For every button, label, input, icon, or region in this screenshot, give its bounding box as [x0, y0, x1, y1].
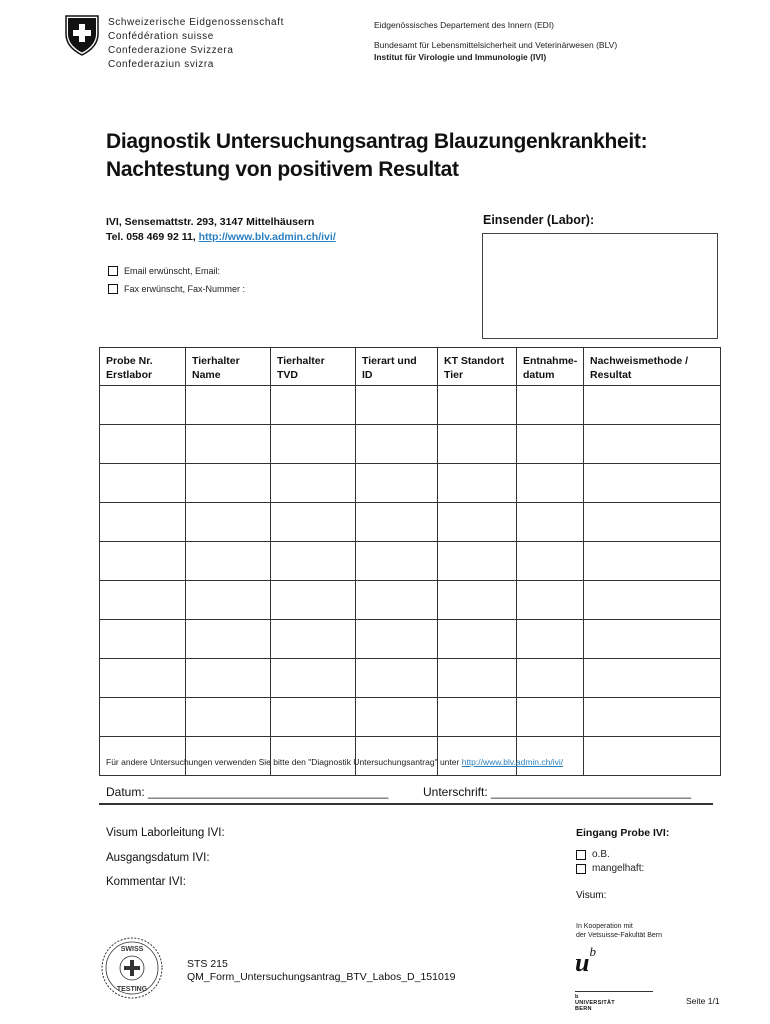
table-cell[interactable] [517, 503, 584, 542]
table-cell[interactable] [186, 386, 271, 425]
table-cell[interactable] [271, 581, 356, 620]
email-checkbox-row[interactable] [108, 266, 220, 276]
checkbox-icon[interactable] [108, 266, 118, 276]
table-cell[interactable] [438, 620, 517, 659]
table-cell[interactable] [271, 464, 356, 503]
table-cell[interactable] [584, 503, 721, 542]
table-cell[interactable] [438, 581, 517, 620]
table-cell[interactable] [517, 386, 584, 425]
unibe-logo [575, 944, 596, 978]
sts-number: STS 215 [187, 958, 228, 970]
table-cell[interactable] [356, 659, 438, 698]
table-row [100, 542, 721, 581]
checkbox-icon[interactable] [576, 850, 586, 860]
eingang-probe-label: Eingang Probe IVI: [576, 827, 670, 839]
table-cell[interactable] [517, 542, 584, 581]
table-row [100, 464, 721, 503]
address-line: IVI, Sensemattstr. 293, 3147 Mittelhäusern [106, 216, 315, 228]
table-cell[interactable] [584, 698, 721, 737]
note-text: Für andere Untersuchungen verwenden Sie bitte den "Diagnostik Untersuchungsantrag" unter [106, 757, 460, 767]
table-row [100, 620, 721, 659]
mangelhaft-checkbox-row[interactable] [576, 863, 644, 874]
table-cell[interactable] [438, 698, 517, 737]
table-cell[interactable] [100, 386, 186, 425]
table-cell[interactable] [271, 386, 356, 425]
unibe-divider [575, 991, 653, 992]
datum-field[interactable]: Datum: ____________________________________ [106, 785, 389, 799]
table-cell[interactable] [100, 464, 186, 503]
checkbox-icon[interactable] [108, 284, 118, 294]
cooperation-line-1: In Kooperation mit [576, 923, 633, 930]
address-block [106, 215, 336, 245]
table-cell[interactable] [100, 659, 186, 698]
title-line-1: Diagnostik Untersuchungsantrag Blauzungenkrankheit: [106, 130, 648, 153]
table-cell[interactable] [356, 620, 438, 659]
table-cell[interactable] [584, 386, 721, 425]
table-cell[interactable] [186, 503, 271, 542]
mangelhaft-label: mangelhaft: [592, 863, 645, 874]
visum-label: Visum: [576, 890, 607, 901]
institute-name: Institut für Virologie und Immunologie (IVI) [374, 52, 547, 62]
visum-laborleitung-label: Visum Laborleitung IVI: [106, 827, 225, 839]
table-cell[interactable] [517, 659, 584, 698]
header-nachweismethode: Nachweismethode / Resultat [584, 348, 721, 386]
sample-table [99, 347, 721, 776]
ob-checkbox-row[interactable] [576, 849, 610, 860]
table-row [100, 698, 721, 737]
header-tierhalter-name: Tierhalter Name [186, 348, 271, 386]
header-tierart-id: Tierart und ID [356, 348, 438, 386]
checkbox-icon[interactable] [576, 864, 586, 874]
table-cell[interactable] [356, 737, 438, 776]
unibe-text: b UNIVERSITÄT BERN [575, 994, 615, 1012]
table-cell[interactable] [100, 737, 186, 776]
table-cell[interactable] [438, 425, 517, 464]
table-cell[interactable] [271, 698, 356, 737]
einsender-input-box[interactable] [482, 233, 718, 339]
stamp-bottom-text: TESTING [116, 986, 148, 993]
stamp-top-text: SWISS [120, 946, 144, 953]
table-cell[interactable] [584, 425, 721, 464]
table-cell[interactable] [186, 620, 271, 659]
swiss-cross-shield-icon [64, 14, 100, 56]
table-cell[interactable] [356, 425, 438, 464]
table-cell[interactable] [186, 464, 271, 503]
table-cell[interactable] [438, 542, 517, 581]
department-name: Eidgenössisches Departement des Innern (EDI) [374, 20, 555, 30]
table-cell[interactable] [186, 659, 271, 698]
page-title [106, 128, 726, 184]
table-cell[interactable] [271, 659, 356, 698]
table-cell[interactable] [271, 737, 356, 776]
table-cell[interactable] [356, 698, 438, 737]
table-cell[interactable] [584, 581, 721, 620]
swiss-testing-stamp-icon [100, 936, 164, 1000]
email-checkbox-label: Email erwünscht, Email: [124, 266, 221, 276]
table-row [100, 581, 721, 620]
table-cell[interactable] [271, 620, 356, 659]
table-cell[interactable] [100, 542, 186, 581]
table-cell[interactable] [186, 698, 271, 737]
table-cell[interactable] [438, 464, 517, 503]
ob-label: o.B. [592, 849, 610, 860]
table-row [100, 386, 721, 425]
kommentar-label: Kommentar IVI: [106, 876, 186, 888]
table-cell[interactable] [517, 620, 584, 659]
table-cell[interactable] [271, 542, 356, 581]
ivi-website-link[interactable]: http://www.blv.admin.ch/ivi/ [198, 231, 336, 243]
table-cell[interactable] [100, 425, 186, 464]
table-cell[interactable] [356, 542, 438, 581]
table-cell[interactable] [100, 581, 186, 620]
table-cell[interactable] [186, 425, 271, 464]
page-number: Seite 1/1 [686, 996, 720, 1006]
table-cell[interactable] [517, 425, 584, 464]
table-cell[interactable] [100, 503, 186, 542]
table-cell[interactable] [517, 581, 584, 620]
office-name: Bundesamt für Lebensmittelsicherheit und Veterinärwesen (BLV) [374, 40, 618, 50]
table-cell[interactable] [517, 464, 584, 503]
table-cell[interactable] [186, 737, 271, 776]
table-cell[interactable] [271, 503, 356, 542]
other-tests-note [106, 757, 563, 767]
language-line-it: Confederazione Svizzera [108, 45, 234, 56]
table-cell[interactable] [100, 620, 186, 659]
table-cell[interactable] [438, 503, 517, 542]
table-cell[interactable] [356, 581, 438, 620]
note-link[interactable]: http://www.blv.admin.ch/ivi/ [461, 757, 564, 767]
table-cell[interactable] [517, 698, 584, 737]
table-cell[interactable] [584, 542, 721, 581]
table-cell[interactable] [438, 659, 517, 698]
table-cell[interactable] [584, 659, 721, 698]
header-entnahmedatum: Entnahme- datum [517, 348, 584, 386]
table-cell[interactable] [271, 425, 356, 464]
table-header-row [100, 348, 721, 386]
divider [99, 803, 713, 805]
cooperation-line-2: der Vetsuisse-Fakultät Bern [576, 932, 662, 939]
language-line-de: Schweizerische Eidgenossenschaft [108, 17, 284, 28]
table-row [100, 503, 721, 542]
table-cell[interactable] [584, 464, 721, 503]
table-cell[interactable] [584, 620, 721, 659]
phone-number: Tel. 058 469 92 11, [106, 231, 196, 243]
table-cell[interactable] [356, 386, 438, 425]
fax-checkbox-row[interactable] [108, 284, 245, 294]
form-id: QM_Form_Untersuchungsantrag_BTV_Labos_D_151019 [187, 971, 456, 983]
table-cell[interactable] [356, 503, 438, 542]
ausgangsdatum-label: Ausgangsdatum IVI: [106, 852, 210, 864]
table-cell[interactable] [517, 737, 584, 776]
table-cell[interactable] [186, 542, 271, 581]
table-row [100, 425, 721, 464]
table-cell[interactable] [438, 737, 517, 776]
header-kt-standort: KT Standort Tier [438, 348, 517, 386]
language-line-fr: Confédération suisse [108, 31, 214, 42]
header-tierhalter-tvd: Tierhalter TVD [271, 348, 356, 386]
title-line-2: Nachtestung von positivem Resultat [106, 158, 459, 181]
unterschrift-field[interactable]: Unterschrift: ______________________________ [423, 785, 692, 799]
unibe-logo-u: u [575, 948, 590, 977]
table-cell[interactable] [584, 737, 721, 776]
fax-checkbox-label: Fax erwünscht, Fax-Nummer : [124, 284, 246, 294]
table-cell[interactable] [356, 464, 438, 503]
table-row [100, 737, 721, 776]
table-cell[interactable] [100, 698, 186, 737]
language-line-rm: Confederaziun svizra [108, 59, 214, 70]
table-cell[interactable] [186, 581, 271, 620]
table-cell[interactable] [438, 386, 517, 425]
header-probe-nr: Probe Nr. Erstlabor [100, 348, 186, 386]
einsender-label: Einsender (Labor): [483, 213, 595, 227]
table-row [100, 659, 721, 698]
unibe-logo-b: b [589, 944, 596, 959]
